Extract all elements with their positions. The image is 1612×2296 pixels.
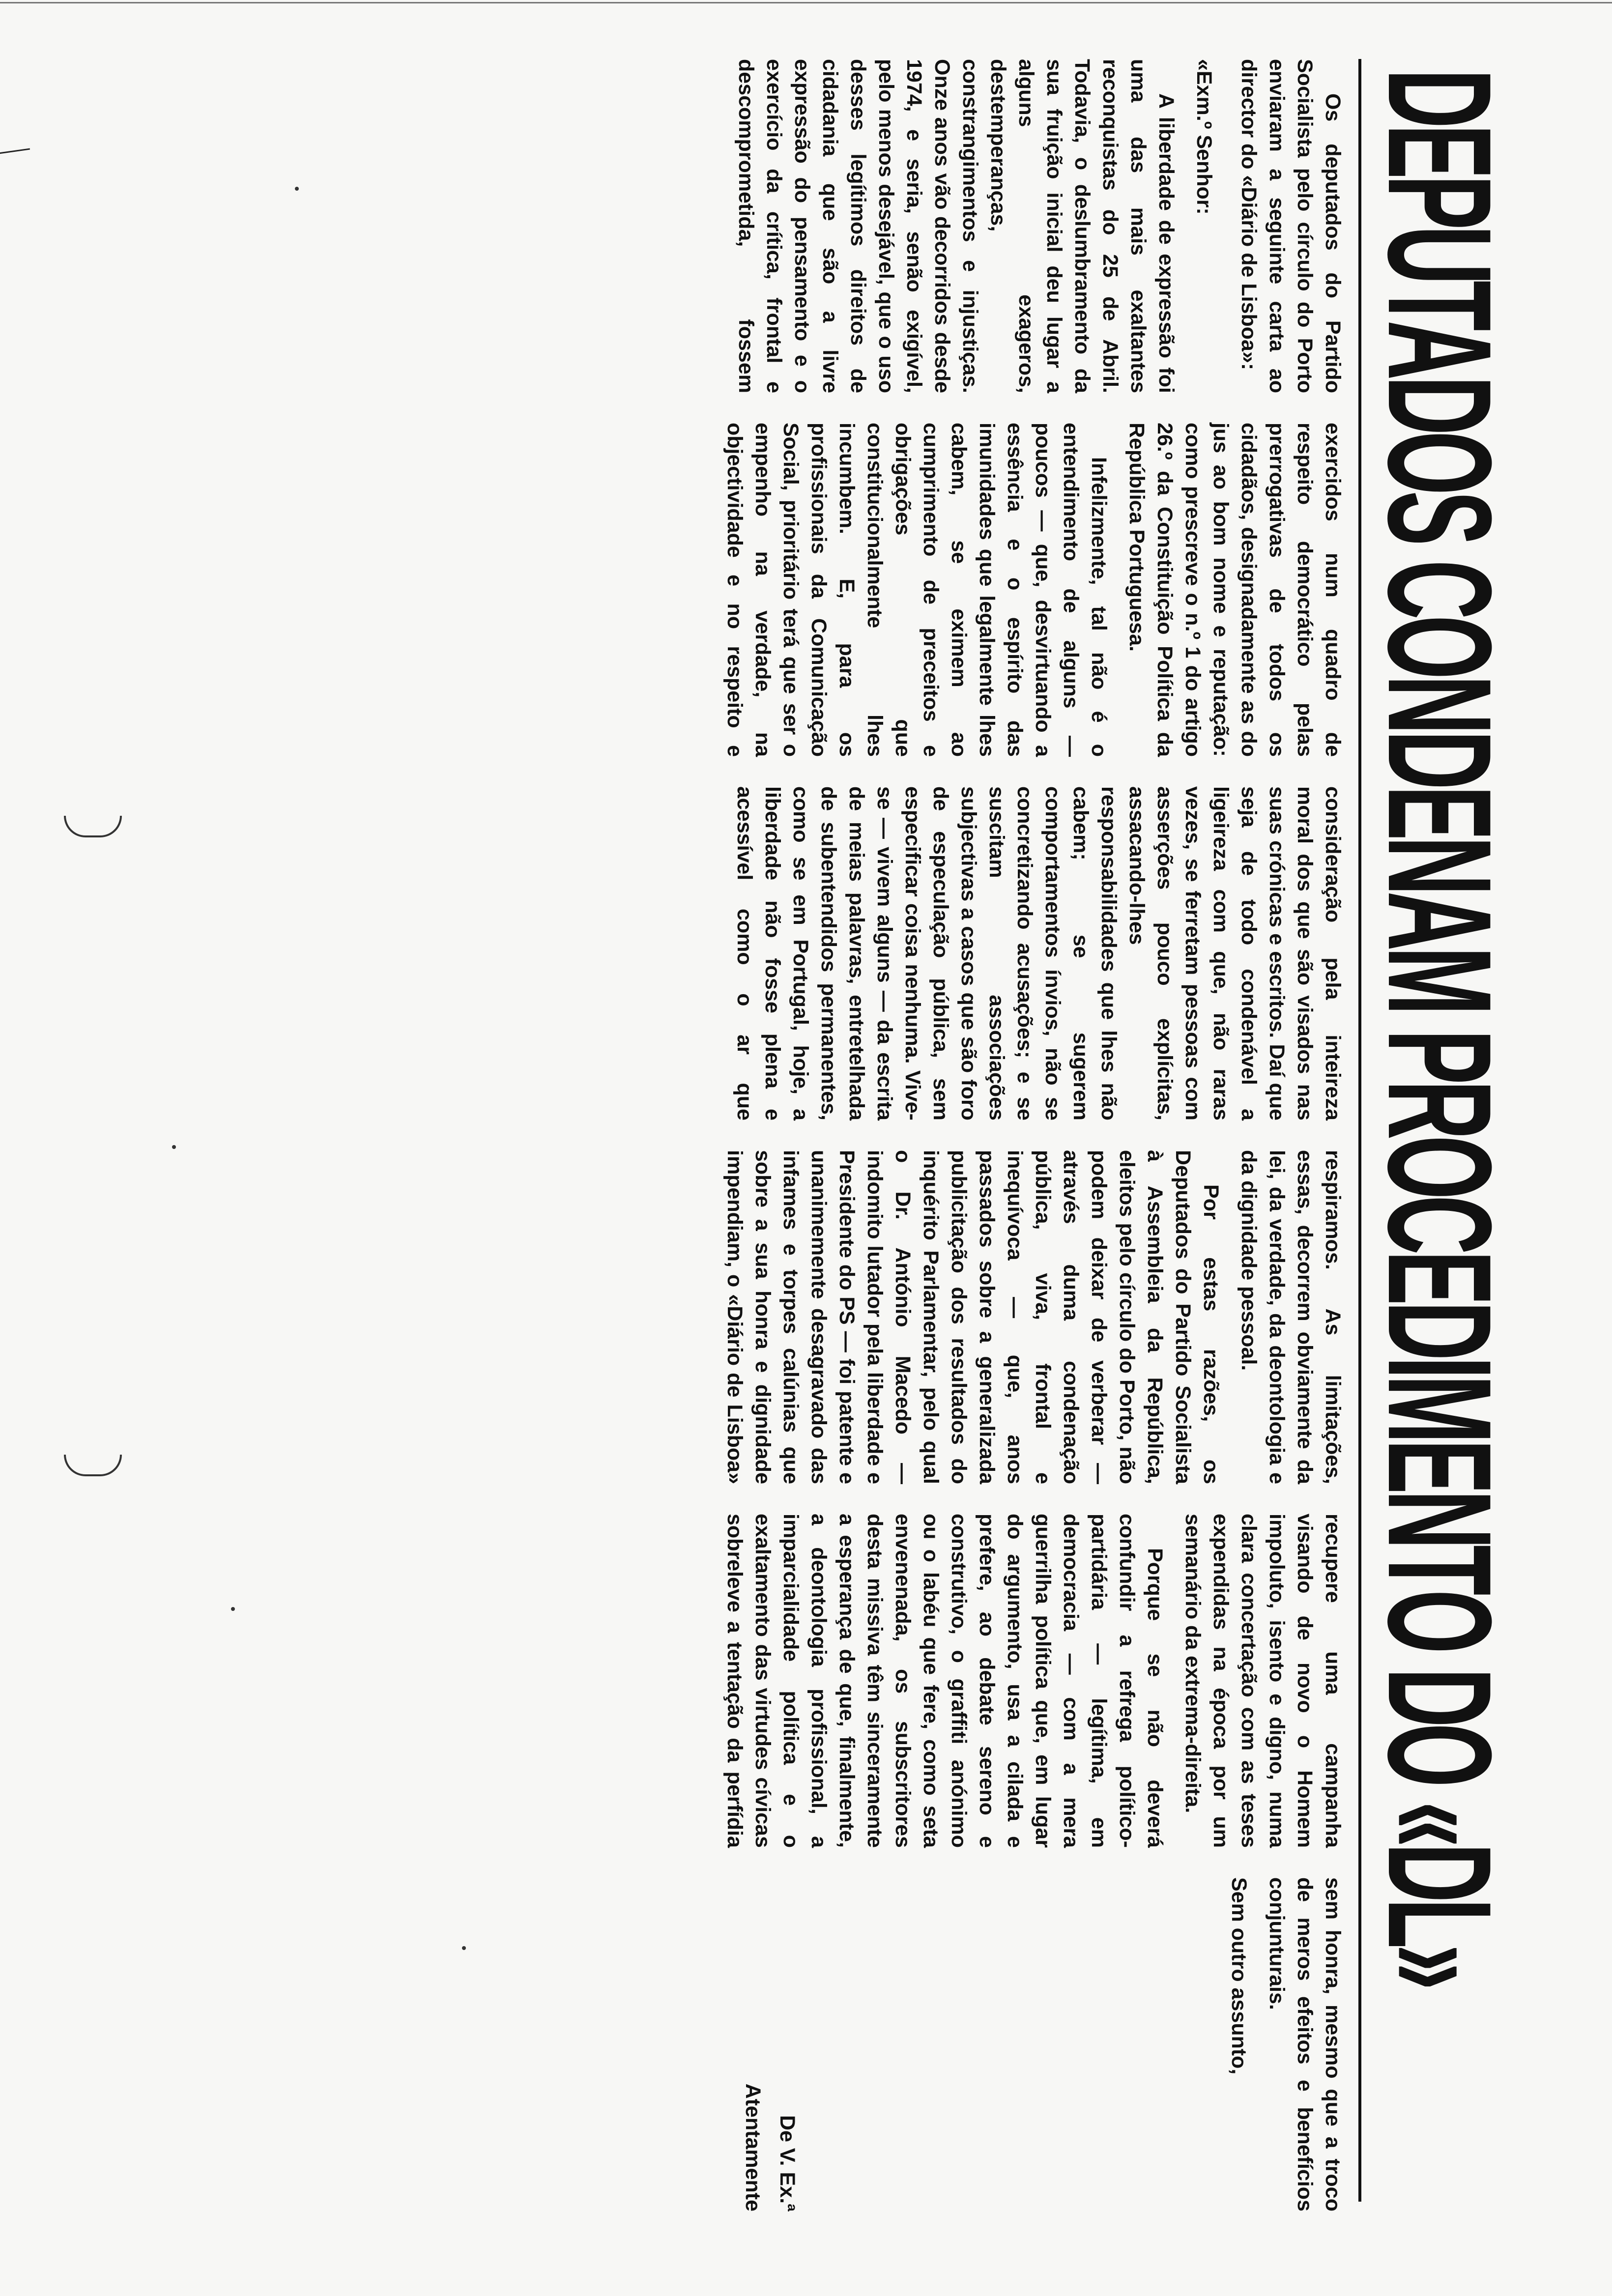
salutation: «Exm.º Senhor: xyxy=(1192,59,1216,215)
speck xyxy=(231,1607,235,1611)
speck xyxy=(462,1946,466,1950)
signoff-line: Atentamente xyxy=(741,2083,765,2211)
article-paragraph: A liberdade de expressão foi uma das mais exaltantes reconquistas do 25 de Abril. Todavia, o deslumbramento da sua fruição inicial deu lugar a alguns exageros, destemperanças, constrangimentos e injustiças. Onze anos vão decorridos desde 1974, e seria, senão exigível, pelo menos desejável, que o uso desses legítimos direitos de cidadania que são a livre expressão do pensamento e o exercício da crítica, frontal e descomprometida, fossem exercidos num quadro de respeito democrático pelas prerrogativas de todos os cidadãos, designadamente as do jus ao bom nome e reputação: como prescreve o n.º 1 do artigo 26.º da Constituição Política da República Portuguesa. xyxy=(734,59,1345,757)
article-body xyxy=(708,59,1347,2211)
newspaper-clipping xyxy=(678,59,1523,2221)
headline: DEPUTADOS CONDENAM PROCEDIMENTO DO «DL» xyxy=(1357,69,1523,1986)
article-paragraph: Infelizmente, tal não é o entendimento de alguns — poucos — que, desvirtuando a essência e o espírito das imunidades que legalmente lhes cabem, se eximem ao cumprimento de preceitos e obrigações que constitucionalmente lhes incumbem. E, para os profissionais da Comunicação Social, prioritário terá que ser o empenho na verdade, na objectividade e no respeito e consideração pela inteireza moral dos que são visados nas suas crónicas e escritos. Daí que seja de todo condenável a ligeireza com que, não raras vezes, se ferretam pessoas com asserções pouco explícitas, assacando-lhes responsabilidades que lhes não cabem; se sugerem comportamentos ínvios, não se concretizando acusações; e se suscitam associações subjectivas a casos que são foro de especulação pública, sem especificar coisa nenhuma. Vive-se — vivem alguns — da escrita de meias palavras, entretelhada de subentendidos permanentes, como se em Portugal, hoje, a liberdade não fosse plena e acessível como o ar que respiramos. As limitações, essas, decorrem obviamente da lei, da verdade, da deontologia e da dignidade pessoal. xyxy=(723,423,1345,1484)
punch-hole-mark xyxy=(64,1455,122,1476)
closing-line: Sem outro assunto, xyxy=(1227,1877,1251,2075)
headline-rule xyxy=(1358,59,1361,2202)
speck xyxy=(172,1145,176,1149)
punch-hole-mark xyxy=(64,816,122,837)
article-paragraph: Os deputados do Partido Socialista pelo círculo do Porto enviaram a seguinte carta ao director do «Diário de Lisboa»: xyxy=(1237,59,1345,393)
speck xyxy=(295,187,299,191)
binder-mark xyxy=(0,139,30,158)
article-paragraph: Por estas razões, os Deputados do Partido Socialista à Assembleia da República, eleitos pelo círculo do Porto, não podem deixar de verberar — através duma condenação pública, viva, frontal e inequívoca — que, anos passados sobre a generalizada publicitação dos resultados do inquérito Parlamentar, pelo qual o Dr. António Macedo — indomito lutador pela liberdade e Presidente do PS — foi patente e unanimemente desagravado das infames e torpes calúnias que sobre a sua honra e dignidade impendiam, o «Diário de Lisboa» recupere uma campanha visando de novo o Homem impoluto, isento e digno, numa clara concertação com as teses expendidas na época por um semanário da extrema-direita. xyxy=(723,1150,1345,1848)
article-paragraph: Porque se não deverá confundir a refrega político-partidária — legítima, em democracia — com a mera guerrilha política que, em lugar do argumento, usa a cilada e prefere, ao debate sereno e construtivo, o graffiti anónimo ou o labéu que fere, como seta envenenada, os subscritores desta missiva têm sinceramente a esperança de que, finalmente, a deontologia profissional, a imparcialidade política e o exaltamento das virtudes cívicas sobreleve a tentação da perfídia sem honra, mesmo que a troco de meros efeitos e benefícios conjunturais. xyxy=(723,1514,1345,2211)
top-edge-rule xyxy=(0,2,1612,3)
signoff-line: De V. Ex.ª xyxy=(776,2115,799,2211)
